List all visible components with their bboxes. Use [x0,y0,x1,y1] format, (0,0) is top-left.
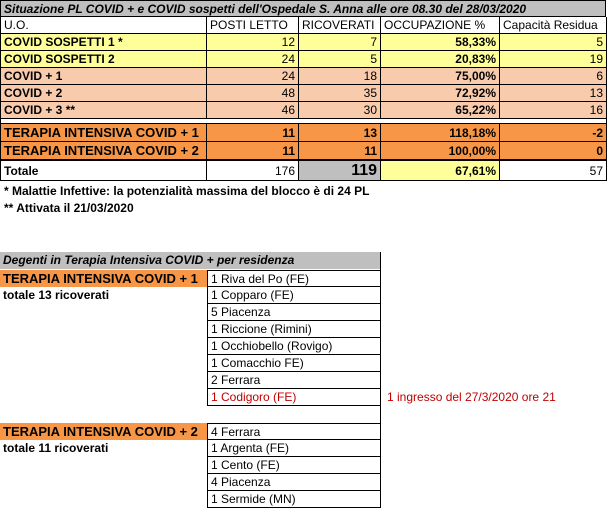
row-ricoverati: 11 [299,142,381,160]
total-occupazione: 67,61% [381,161,500,181]
row-posti-letto: 11 [207,142,299,160]
row-capacita-residua: 16 [500,102,607,119]
row-posti-letto: 12 [207,34,299,51]
row-posti-letto: 24 [207,51,299,68]
row-capacita-residua: 13 [500,85,607,102]
residence-header: Degenti in Terapia Intensiva COVID + per residenza [0,252,381,269]
col-header-uo: U.O. [0,17,207,34]
row-occupazione: 72,92% [381,85,500,102]
row-occupazione: 58,33% [381,34,500,51]
residence-group-name: TERAPIA INTENSIVA COVID + 1 [0,270,207,287]
note-double-asterisk: ** Attivata il 21/03/2020 [4,201,134,215]
col-header-ricoverati: RICOVERATI [299,17,381,34]
row-ricoverati: 13 [299,124,381,142]
residence-entry: 1 Riva del Po (FE) [207,270,381,287]
residence-entry: 1 Comacchio FE) [207,355,381,372]
row-ricoverati: 35 [299,85,381,102]
row-uo: TERAPIA INTENSIVA COVID + 2 [0,142,207,160]
row-uo: COVID + 2 [0,85,207,102]
note-asterisk: * Malattie Infettive: la potenzialità massima del blocco è di 24 PL [4,184,370,198]
row-ricoverati: 7 [299,34,381,51]
row-posti-letto: 24 [207,68,299,85]
row-occupazione: 20,83% [381,51,500,68]
total-ricoverati: 119 [299,161,381,181]
row-ricoverati: 18 [299,68,381,85]
col-header-posti-letto: POSTI LETTO [207,17,299,34]
row-capacita-residua: 5 [500,34,607,51]
residence-entry: 4 Ferrara [207,423,381,440]
row-occupazione: 118,18% [381,124,500,142]
row-uo: COVID SOSPETTI 2 [0,51,207,68]
total-posti-letto: 176 [207,161,299,181]
row-uo: COVID + 3 ** [0,102,207,119]
row-occupazione: 100,00% [381,142,500,160]
row-capacita-residua: 19 [500,51,607,68]
row-ricoverati: 5 [299,51,381,68]
total-capacita-residua: 57 [500,161,607,181]
residence-entry: 5 Piacenza [207,304,381,321]
residence-entry: 2 Ferrara [207,372,381,389]
residence-entry-note: 1 ingresso del 27/3/2020 ore 21 [387,390,556,404]
residence-group-total: totale 11 ricoverati [3,441,109,455]
row-uo: COVID + 1 [0,68,207,85]
residence-group-total: totale 13 ricoverati [3,288,110,302]
row-occupazione: 65,22% [381,102,500,119]
row-capacita-residua: 0 [500,142,607,160]
row-uo: COVID SOSPETTI 1 * [0,34,207,51]
row-occupazione: 75,00% [381,68,500,85]
residence-entry: 1 Occhiobello (Rovigo) [207,338,381,355]
residence-entry: 1 Copparo (FE) [207,287,381,304]
residence-entry: 1 Codigoro (FE) [207,389,381,406]
col-header-capacita-residua: Capacità Residua [500,17,607,34]
residence-entry: 1 Cento (FE) [207,457,381,474]
residence-entry: 4 Piacenza [207,474,381,491]
col-header-occupazione: OCCUPAZIONE % [381,17,500,34]
row-ricoverati: 30 [299,102,381,119]
row-posti-letto: 11 [207,124,299,142]
row-posti-letto: 46 [207,102,299,119]
row-uo: TERAPIA INTENSIVA COVID + 1 [0,124,207,142]
row-posti-letto: 48 [207,85,299,102]
residence-entry: 1 Riccione (Rimini) [207,321,381,338]
residence-entry: 1 Sermide (MN) [207,491,381,508]
residence-entry: 1 Argenta (FE) [207,440,381,457]
row-capacita-residua: -2 [500,124,607,142]
row-capacita-residua: 6 [500,68,607,85]
residence-group-name: TERAPIA INTENSIVA COVID + 2 [0,423,207,440]
report-title: Situazione PL COVID + e COVID sospetti dell'Ospedale S. Anna alle ore 08.30 del 28/03/2020 [0,0,606,17]
total-label: Totale [0,161,207,181]
